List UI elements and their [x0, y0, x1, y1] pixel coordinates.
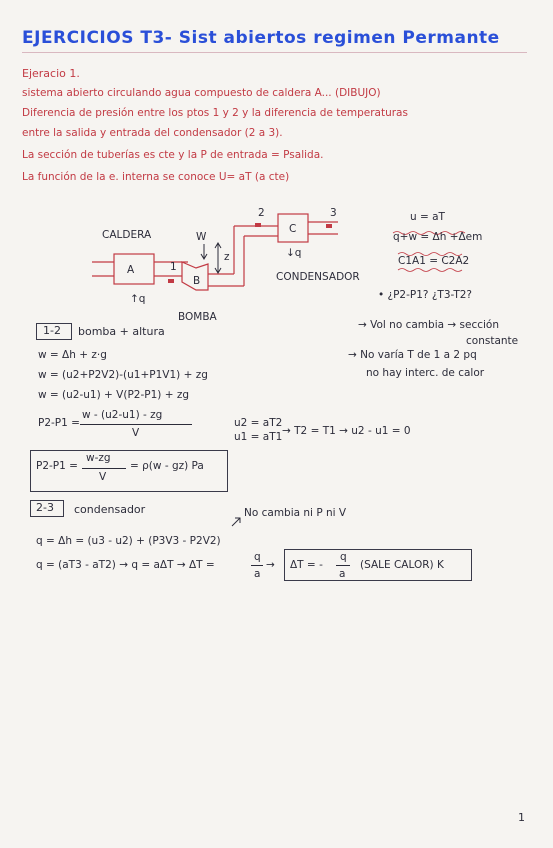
section-12-eq4-fraction-bar — [80, 424, 192, 425]
page-title: EJERCICIOS T3- Sist abiertos regimen Permante — [22, 28, 500, 48]
point-3-label: 3 — [330, 207, 337, 219]
statement-line-1: sistema abierto circulando agua compuesto de caldera A... (DIBUJO) — [22, 87, 381, 99]
height-label: z — [224, 251, 230, 263]
note-volume-2: constante — [466, 335, 519, 347]
section-12-eq3: w = (u2-u1) + V(P2-P1) + zg — [38, 389, 190, 401]
statement-line-3: entre la salida y entrada del condensador (2 a 3). — [22, 127, 283, 139]
section-12-side-c: → T2 = T1 → u2 - u1 = 0 — [282, 425, 411, 437]
statement-line-2: Diferencia de presión entre los ptos 1 y 2 y la diferencia de temperaturas — [22, 107, 408, 119]
q-in-label: ↑q — [130, 293, 146, 305]
section-12-eq4-num: w - (u2-u1) - zg — [82, 409, 163, 421]
q-out-label: ↓q — [286, 247, 302, 259]
point-3-marker — [326, 224, 332, 228]
point-2-marker — [255, 223, 261, 227]
note-internal-energy: u = aT — [410, 211, 445, 223]
section-23-eq2-den: a — [254, 568, 261, 580]
section-12-heading: bomba + altura — [78, 325, 165, 338]
note-continuity: C1A1 = C2A2 — [398, 255, 470, 267]
section-12-result-num: w-zg — [86, 452, 111, 464]
bomba-label: BOMBA — [178, 311, 217, 323]
point-2-label: 2 — [258, 207, 265, 219]
section-23-result-den: a — [339, 568, 346, 580]
section-12-eq4-den: V — [132, 427, 140, 439]
section-12-label: 1-2 — [43, 324, 61, 337]
section-23-note: No cambia ni P ni V — [244, 507, 347, 519]
point-1-marker — [168, 279, 174, 283]
section-12-eq4-lhs: P2-P1 = — [38, 417, 80, 429]
exercise-label: Ejeracio 1. — [22, 67, 80, 80]
section-12-eq2: w = (u2+P2V2)-(u1+P1V1) + zg — [38, 369, 208, 381]
section-12-result-lhs: P2-P1 = — [36, 460, 78, 472]
section-23-arrow: → — [266, 559, 275, 571]
section-12-result-den: V — [99, 471, 107, 483]
section-12-eq1: w = Δh + z·g — [38, 349, 107, 361]
point-1-label: 1 — [170, 261, 177, 273]
section-23-result-num: q — [340, 551, 347, 563]
note-temperature-2: no hay interc. de calor — [366, 367, 485, 379]
section-12-result-fraction-bar — [82, 468, 126, 469]
section-23-result-lhs: ΔT = - — [290, 559, 323, 571]
section-23-result-fraction-bar — [336, 565, 350, 566]
section-12-side-b: u1 = aT1 — [234, 431, 283, 443]
box-b-label: B — [193, 275, 201, 287]
statement-line-4: La sección de tuberías es cte y la P de entrada = Psalida. — [22, 149, 324, 161]
page-number: 1 — [518, 811, 525, 824]
section-23-label: 2-3 — [36, 501, 54, 514]
section-23-heading: condensador — [74, 503, 146, 516]
box-a-label: A — [127, 264, 135, 276]
note-temperature-1: → No varía T de 1 a 2 pq — [348, 349, 477, 361]
section-12-result-rhs: = ρ(w - gz) Pa — [130, 460, 204, 472]
statement-line-5: La función de la e. interna se conoce U= aT (a cte) — [22, 171, 290, 183]
note-energy-balance: q+w = Δh +Δem — [393, 231, 483, 243]
section-23-eq2: q = (aT3 - aT2) → q = aΔT → ΔT = — [36, 559, 215, 571]
box-c-label: C — [289, 223, 297, 235]
section-23-eq2-fraction-bar — [251, 565, 263, 566]
section-23-eq1: q = Δh = (u3 - u2) + (P3V3 - P2V2) — [36, 535, 221, 547]
condensador-label: CONDENSADOR — [276, 271, 360, 283]
section-12-side-a: u2 = aT2 — [234, 417, 283, 429]
note-volume-1: → Vol no cambia → sección — [358, 319, 499, 331]
caldera-label: CALDERA — [102, 229, 152, 241]
section-23-eq2-num: q — [254, 551, 261, 563]
note-question: • ¿P2-P1? ¿T3-T2? — [378, 289, 472, 301]
section-23-result-rhs: (SALE CALOR) K — [360, 559, 444, 571]
work-label: W — [196, 231, 207, 243]
